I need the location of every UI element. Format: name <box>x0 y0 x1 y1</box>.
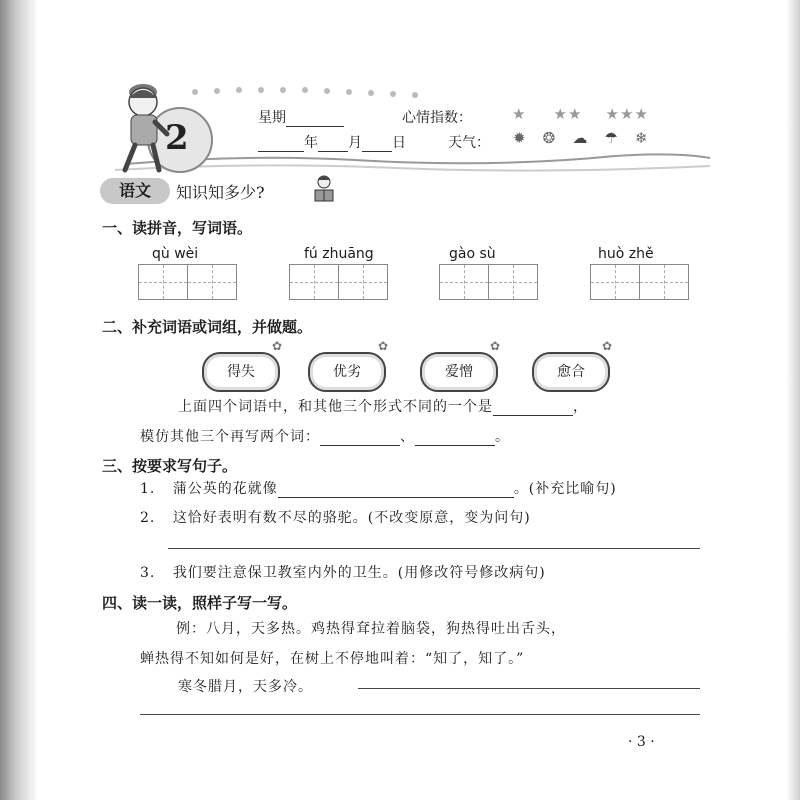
year-blank[interactable] <box>258 137 304 152</box>
q4-title: 四、读一读，照样子写一写。 <box>102 594 298 612</box>
weather-label: 天气： <box>448 135 490 151</box>
weather-icons <box>513 128 660 147</box>
q2-answer-blank-1[interactable] <box>493 401 573 416</box>
mood-stars <box>512 104 649 123</box>
tianzi-cell[interactable] <box>188 265 236 299</box>
page-edge-shadow <box>786 0 800 800</box>
month-blank[interactable] <box>318 137 348 152</box>
pinyin-3: gào sù <box>449 246 496 262</box>
page-number: · 3 · <box>628 734 655 750</box>
q3-s1-num: 1. <box>140 481 156 497</box>
q2-line-2-sep: 、 <box>400 429 415 445</box>
cloudy-icon[interactable]: ☁ <box>572 129 588 147</box>
word-badge-text: 得失 <box>227 364 255 380</box>
q3-s1-blank[interactable] <box>278 483 514 498</box>
day-blank[interactable] <box>362 137 392 152</box>
weekday-blank[interactable] <box>286 112 344 127</box>
word-badge-2 <box>308 339 388 392</box>
month-label: 月 <box>348 135 362 151</box>
tianzi-grid-3[interactable] <box>439 264 538 300</box>
mood-two-stars-icon[interactable]: ★★ <box>553 105 583 123</box>
tianzi-cell[interactable] <box>339 265 387 299</box>
q4-prompt: 寒冬腊月，天多冷。 <box>178 679 313 695</box>
q2-line-1-text: 上面四个词语中，和其他三个形式不同的一个是 <box>178 399 493 415</box>
mood-label: 心情指数： <box>402 110 472 126</box>
date-row <box>258 132 406 152</box>
pinyin-4: huò zhě <box>598 246 654 262</box>
q3-s3-num: 3. <box>140 565 156 581</box>
q3-s2-answer-line[interactable] <box>168 548 700 549</box>
tianzi-cell[interactable] <box>139 265 188 299</box>
tianzi-cell[interactable] <box>591 265 640 299</box>
weekday-row <box>258 107 344 127</box>
q4-answer-line-2[interactable] <box>140 714 700 715</box>
q2-line-1-end: ， <box>573 399 588 415</box>
word-badge-text: 爱憎 <box>445 364 473 380</box>
mood-three-stars-icon[interactable]: ★★★ <box>605 105 649 123</box>
q3-s3-text: 我们要注意保卫教室内外的卫生。(用修改符号修改病句) <box>172 565 546 581</box>
tianzi-cell[interactable] <box>440 265 489 299</box>
q2-line-2 <box>140 426 510 446</box>
q3-sentence-1 <box>140 478 617 498</box>
q2-title: 二、补充词语或词组，并做题。 <box>102 318 313 336</box>
q3-s1-text: 蒲公英的花就像 <box>172 481 278 497</box>
pinyin-1: qù wèi <box>152 246 199 262</box>
tianzi-grid-4[interactable] <box>590 264 689 300</box>
word-badge-1 <box>202 339 282 392</box>
q3-sentence-3 <box>140 562 546 582</box>
mood-one-star-icon[interactable]: ★ <box>512 105 527 123</box>
sunny-icon[interactable]: ✹ <box>513 129 526 147</box>
q2-line-1 <box>178 396 588 416</box>
tianzi-cell[interactable] <box>489 265 537 299</box>
q2-line-2-end: 。 <box>495 429 510 445</box>
flower-icon: ✿ <box>271 339 282 353</box>
page-binding-shadow <box>0 0 38 800</box>
flower-icon: ✿ <box>489 339 500 353</box>
flower-icon: ✿ <box>601 339 612 353</box>
q2-answer-blank-2[interactable] <box>320 431 400 446</box>
word-badge-text: 优劣 <box>333 364 361 380</box>
year-label: 年 <box>304 135 318 151</box>
q2-line-2-text: 模仿其他三个再写两个词： <box>140 429 320 445</box>
q1-title: 一、读拼音，写词语。 <box>102 219 253 237</box>
word-badge-4 <box>532 339 612 392</box>
section-badge: 语文 <box>100 178 170 204</box>
tianzi-cell[interactable] <box>640 265 688 299</box>
rain-icon[interactable]: ☂ <box>604 129 618 147</box>
q2-answer-blank-3[interactable] <box>415 431 495 446</box>
day-label: 日 <box>392 135 406 151</box>
word-badge-3 <box>420 339 500 392</box>
partly-cloudy-icon[interactable]: ❂ <box>542 129 556 147</box>
q3-s2-text: 这恰好表明有数不尽的骆驼。(不改变原意，变为问句) <box>172 510 531 526</box>
tianzi-grid-2[interactable] <box>289 264 388 300</box>
q3-s2-num: 2. <box>140 510 156 526</box>
q4-answer-line-1[interactable] <box>358 688 700 689</box>
q3-s1-hint: 。(补充比喻句) <box>513 481 617 497</box>
flower-icon: ✿ <box>377 339 388 353</box>
snow-icon[interactable]: ❄ <box>634 129 648 147</box>
tianzi-grid-1[interactable] <box>138 264 237 300</box>
reading-child-icon <box>312 175 336 203</box>
section-subtitle: 知识知多少? <box>176 183 265 202</box>
q4-example-line-2: 蝉热得不知如何是好，在树上不停地叫着：“知了，知了。” <box>140 651 525 667</box>
pinyin-2: fú zhuāng <box>304 246 374 262</box>
q3-sentence-2 <box>140 507 531 527</box>
q4-example-line-1: 例：八月，天多热。鸡热得耷拉着脑袋，狗热得吐出舌头， <box>176 621 566 637</box>
word-badge-text: 愈合 <box>557 364 585 380</box>
q3-title: 三、按要求写句子。 <box>102 457 238 475</box>
tianzi-cell[interactable] <box>290 265 339 299</box>
day-number: 2 <box>165 118 189 158</box>
weekday-label: 星期 <box>258 110 286 126</box>
